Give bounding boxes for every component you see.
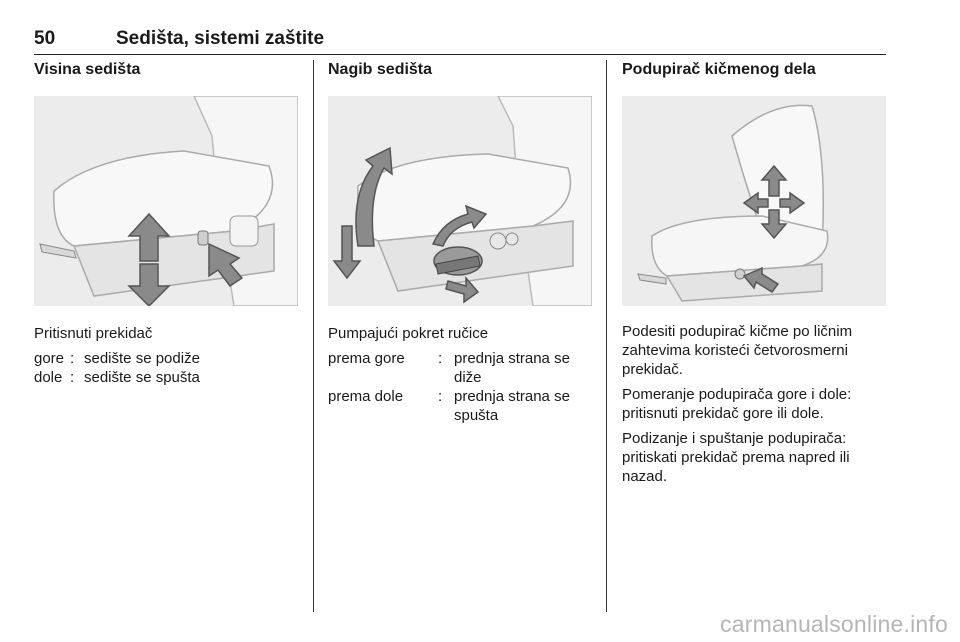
- item-separator: :: [438, 350, 443, 367]
- item-separator: :: [70, 369, 75, 386]
- list-item: [34, 349, 200, 368]
- page-title: Sedišta, sistemi zaštite: [116, 28, 325, 49]
- item-key: dole: [34, 369, 63, 386]
- intro-text: Pritisnuti prekidač: [34, 325, 153, 342]
- list-item: [34, 368, 200, 387]
- section-heading: Nagib sedišta: [328, 61, 433, 78]
- section-lumbar-support: [622, 60, 888, 485]
- definition-list: [34, 349, 200, 387]
- item-key: prema dole: [328, 388, 404, 405]
- item-key: prema gore: [328, 350, 405, 367]
- section-heading: Podupirač kičmenog dela: [622, 61, 816, 78]
- section-heading: Visina sedišta: [34, 61, 141, 78]
- item-separator: :: [70, 350, 75, 367]
- section-text: [328, 324, 594, 425]
- column-divider: [313, 60, 314, 612]
- item-value: prednja strana se spušta: [454, 388, 570, 424]
- page-number: 50: [34, 28, 56, 49]
- section-text: [622, 322, 888, 492]
- page-header: [34, 28, 886, 55]
- paragraph: Podizanje i spuštanje podupirača: pritiskati prekidač prema napred ili nazad.: [622, 430, 850, 485]
- item-value: sedište se spušta: [84, 369, 200, 386]
- column-divider: [606, 60, 607, 612]
- intro-text: Pumpajući pokret ručice: [328, 325, 489, 342]
- definition-list: [328, 349, 594, 425]
- seat-height-illustration: [34, 96, 298, 306]
- seat-tilt-illustration: [328, 96, 592, 306]
- section-seat-height: [34, 60, 300, 386]
- paragraph: Pomeranje podupirača gore i dole: pritisnuti prekidač gore ili dole.: [622, 386, 852, 422]
- lumbar-support-illustration: [622, 96, 886, 306]
- section-text: [34, 324, 200, 387]
- item-separator: :: [438, 388, 443, 405]
- item-value: sedište se podiže: [84, 350, 200, 367]
- item-value: prednja strana se diže: [454, 350, 570, 386]
- watermark: carmanualsonline.info: [720, 611, 948, 637]
- paragraph: Podesiti podupirač kičme po ličnim zahtevima koristeći četvorosmerni prekidač.: [622, 323, 853, 378]
- item-key: gore: [34, 350, 65, 367]
- section-seat-tilt: [328, 60, 594, 424]
- list-item: [328, 387, 594, 425]
- list-item: [328, 349, 594, 387]
